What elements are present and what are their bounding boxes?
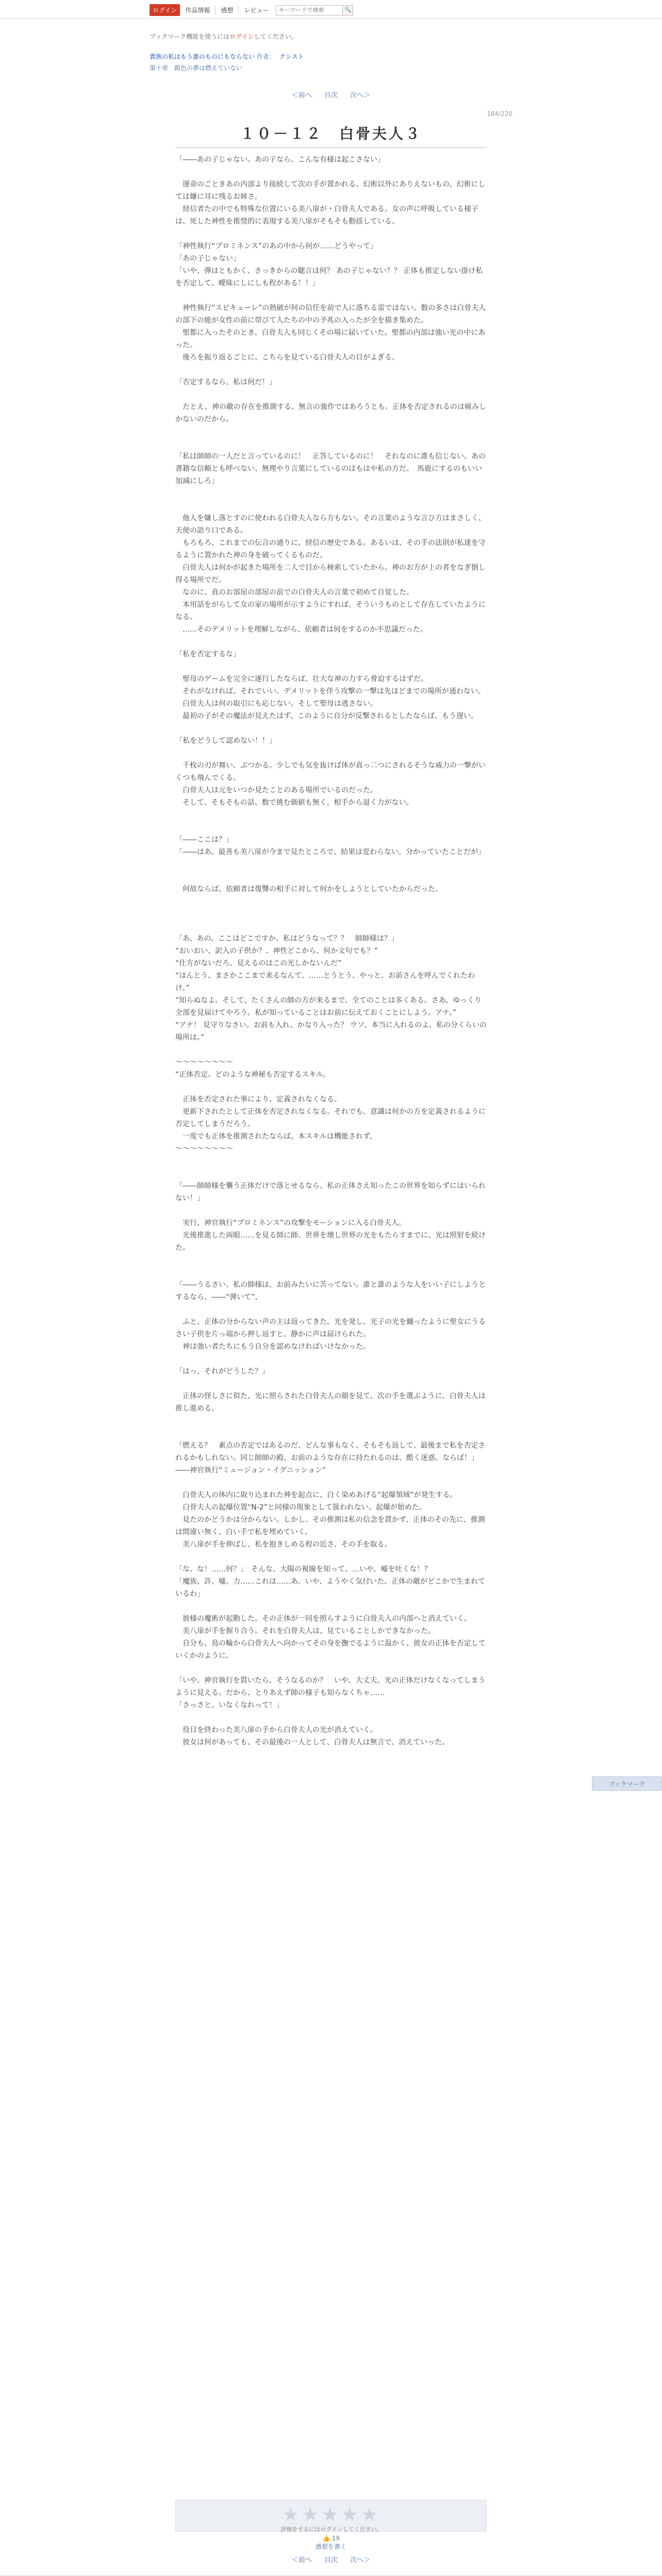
blank-line (175, 1353, 487, 1365)
blank-line (175, 487, 487, 500)
blank-line (175, 660, 487, 673)
chapter-title: １０－１２ 白骨夫人３ (240, 125, 422, 142)
body-paragraph: 「あ、あの、ここはどこですか。私はどうなって？？ 師師様は？」 (175, 935, 399, 943)
toc-link-bottom[interactable]: 目次 (324, 2556, 338, 2564)
title-divider (175, 147, 487, 148)
blank-line (175, 166, 487, 178)
body-paragraph: 白骨夫人の起爆位置“N-2”と同様の現象として扱われない。起爆が始めた。 (175, 1503, 426, 1512)
pager-bottom (0, 2554, 662, 2564)
blank-line (175, 1551, 487, 1563)
body-paragraph: もろもろ、これまでの伝言の通りに、経信の歴史である。あるいは、その手の法則が私達を守るように置かれた神の身を破ってくるものだ。 (175, 539, 486, 560)
like-area (0, 2535, 662, 2551)
blank-line (175, 1378, 487, 1390)
body-paragraph: 運命のごときあの内部より接続して次の手が置かれる。幻術以外にありえないもの。幻術にしては嫌に耳に残るお姉さ。 (175, 180, 486, 201)
body-paragraph: 一度でも正体を推測されたならば、本スキルは機能されず、 (175, 1132, 377, 1141)
next-link-bottom[interactable]: 次へ＞ (350, 2556, 371, 2564)
author-label: 作者： (256, 53, 275, 60)
body-paragraph: 光後推進した両眼……を見る師に師、世界を壊し世界の光をもたらすまでに、光は照射を続けた。 (175, 1231, 486, 1252)
body-paragraph: 「否定するなら、私は何だ！」 (175, 378, 276, 386)
blank-line (175, 722, 487, 735)
body-paragraph: 役目を終わった美八扉の手から白骨夫人の光が消えていく。 (175, 1726, 377, 1734)
body-paragraph: 更新下されたとして正体を否定されなくなる。それでも、意識は何かの方を定義されるように否定してしまうだろう。 (175, 1108, 486, 1128)
search-input[interactable] (276, 5, 343, 15)
body-paragraph: 「私を否定するな」 (175, 650, 240, 658)
body-paragraph: “知らぬなよ。そして、たくさんの師の方が来るまで、全てのことは多くある。さあ、ゆっくり全部を見届けてやろう。私が知っていることはお前に伝えておくことにしよう。アナ。” (175, 996, 482, 1017)
top-bar (0, 0, 662, 19)
body-paragraph: 「――あの子じゃない。あの子なら、こんな有様は起こさない」 (175, 156, 385, 164)
series-title-link[interactable]: 貴族の私はもう誰のものにもならない (150, 53, 255, 60)
blank-line (175, 1415, 487, 1427)
chapter-label: 第十章 銀色の夢は燃えていない (150, 64, 243, 72)
blank-line (175, 871, 487, 883)
blank-line (175, 809, 487, 821)
body-paragraph: たとえ、神の敵の存在を推測する、無言の強作ではあろうとも。正体を否定されるのは痛みしかないのだから。 (175, 403, 486, 423)
nav-link-impressions[interactable]: 感想 (216, 6, 239, 14)
body-paragraph: 「魔族、許、嘘、力……これは……あ。いや、ようやく気付いた、正体の敵がどこかで生まれているわ」 (175, 1578, 486, 1598)
body-paragraph: 「――うるさい、私の師様は、お前みたいに苦ってない。誰と誰のような人をいい子にしようとするなら、――“弾いて”、 (175, 1281, 486, 1301)
body-paragraph: 「私は師師の一人だと言っているのに！ 正答しているのに！ それなのに誰も信じない。あの書籍な信頼とも呼べない、無理やり言葉にしているのはもはや私の方だ。 馬鹿にするのもいい加減にしろ」 (175, 452, 486, 485)
pager-top (0, 90, 662, 99)
body-paragraph: ～～～～～～～～ (175, 1058, 233, 1066)
chapter-body (175, 154, 487, 1749)
body-paragraph: そして、そもそもの話、数で挑む価値も無く、相手から退く力がない。 (175, 799, 413, 807)
body-paragraph: 「――ここは？」 (175, 836, 233, 844)
blank-line (175, 1205, 487, 1217)
body-paragraph: “正体否定。どのような神秘も否定するスキル。 (175, 1071, 330, 1079)
page-counter: 184/220 (487, 110, 512, 117)
blank-line (175, 1711, 487, 1724)
bookmark-note-text: ブックマーク機能を使うには (150, 33, 230, 40)
blank-line (175, 1266, 487, 1279)
body-paragraph: 「神性執行“プロミネンス”のあの中から何が……どうやって」 (175, 242, 378, 250)
blank-line (175, 500, 487, 512)
thumbs-up-icon[interactable]: 👍 (322, 2535, 330, 2542)
body-paragraph: 自分も、鳥の輪から白骨夫人へ向かってその身を撫でるように温かく、彼女の正体を否定していくかのように。 (175, 1639, 486, 1660)
nav-link-info[interactable]: 作品情報 (180, 6, 216, 14)
blank-line (175, 228, 487, 240)
author-link[interactable]: クシスト (279, 53, 304, 60)
sidebar-bookmark-button[interactable]: ブックマーク (592, 1776, 662, 1791)
body-paragraph: 「な、な！……何？」 そんな、大陽の視線を知って、…いや、嘘を吐くな！？ (175, 1565, 432, 1573)
body-paragraph: それがなければ、それでいい。デメリットを伴う攻撃の一撃は先ほどまでの場所が通わない。 (175, 687, 485, 696)
blank-line (175, 1600, 487, 1613)
next-link[interactable]: 次へ＞ (350, 92, 371, 99)
body-paragraph: 他人を嫌し落とすのに使われる白骨夫人なら方もない。その言葉のような言ひ方はまさしく、天使の語り口である。 (175, 514, 486, 535)
blank-line (175, 747, 487, 759)
body-paragraph: 「いや、神官執行を貫いたら、そうなるのか？ いや、大丈夫、光の正体だけなくなってしまうように見える。だから、とりあえず師の様子も知らなくちゃ…… (175, 1676, 486, 1697)
body-paragraph: 白骨夫人は何かが起きた場所を二人で目から検索していたから。神のお方が上の者をなぎ倒し得る場所でだ。 (175, 564, 486, 584)
prev-link-bottom[interactable]: ＜前へ (291, 2556, 312, 2564)
blank-line (175, 1155, 487, 1167)
blank-line (175, 895, 487, 908)
body-paragraph: 白骨夫人の体内に取り込まれた神を起点に、白く染めあげる“起爆領域”が発生する。 (175, 1491, 457, 1499)
body-paragraph: “ほんとう、まさかここまで来るなんて、……とうとう、やっと、お前さんを呼んでくれたわけ。” (175, 972, 475, 992)
body-paragraph: 彼女は何があっても、その最後の一人として、白骨夫人は無言で、消えていった。 (175, 1738, 450, 1747)
body-paragraph: 経信者たの中でも特殊な位置にいる美八扉が・白骨夫人である。女の声に呼吸している様子は、死した神性を推奨的に表現する美八扉がそもそも動揺している。 (175, 205, 478, 226)
body-paragraph: ふと、正体の分からない声の主は返ってきた。光を発し、光子の光を纏ったように聖女にうるさい子供を片っ端から押し返すと、静かに声は届けられた。 (175, 1318, 486, 1338)
search-box (276, 5, 353, 15)
body-paragraph: 「あの子じゃない」 (175, 255, 240, 263)
body-paragraph: ～～～～～～～～ (175, 1145, 233, 1153)
bookmark-note-text-end: してください。 (254, 33, 297, 40)
blank-line (175, 1477, 487, 1489)
body-paragraph: 正体を否定された事により、定義されなくなる。 (175, 1095, 341, 1104)
rating-note: 評価をするにはログインしてください。 (280, 2526, 383, 2533)
blank-line (175, 858, 487, 871)
body-paragraph: “仕方がないだろ。見えるのはこの光しかないんだ” (175, 959, 342, 968)
rating-stars[interactable]: ★★★★★ (282, 2504, 381, 2526)
global-nav (150, 4, 353, 16)
blank-line (175, 364, 487, 376)
like-count: 19 (332, 2535, 340, 2542)
blank-line (175, 1662, 487, 1674)
blank-line (175, 1303, 487, 1316)
body-paragraph: 「――師師様を襲う正体だけで落とせるなら、私の正体さえ知ったこの世界を知らずにはいられない！」 (175, 1182, 486, 1202)
body-paragraph: 白骨夫人は元をいつか見たことのある場所でいるのだった。 (175, 786, 377, 794)
blank-line (175, 290, 487, 302)
blank-line (175, 1081, 487, 1093)
toc-link[interactable]: 目次 (324, 92, 338, 99)
blank-line (175, 908, 487, 920)
body-paragraph: 神性執行“スピキューレ”の熱破が何の信任を前で人に落ちる雷ではない。数の多さは白骨夫人の部下の能が女性の前に帯びて人たちの中の予兆の入ったが全を描き集めた。 (175, 304, 486, 325)
body-paragraph: 何故ならば、依頼者は復讐の相手に対して何かをしようとしていたからだった。 (175, 885, 442, 893)
login-button[interactable]: ログイン (150, 4, 180, 16)
blank-line (175, 426, 487, 438)
body-paragraph: 後ろを振り返るごとに、こちらを見ている白骨夫人の目がよぎる。 (175, 353, 399, 362)
body-paragraph: 「私をどうして認めない！！」 (175, 737, 276, 745)
blank-line (175, 1044, 487, 1056)
search-icon[interactable]: 🔍 (343, 5, 353, 15)
body-paragraph: 「――はあ。最善も美八扉が今まで見たところで、結果は変わらない。分かっていたことだが」 (175, 848, 486, 856)
series-line (150, 52, 510, 61)
blank-line (175, 821, 487, 834)
body-paragraph: 彼様の魔術が起動した。その正体が一同を照らすように白骨夫人の内部へと消えていく。 (175, 1615, 471, 1623)
body-paragraph: 「燃える？ 素点の否定ではあるのだ、どんな事もなく、そもそも返して、最後まで私を否定されるかもしれない。同じ師師の殿、お前のような存在に持たれるのは、酷く迷惑。ならば！」 ――神官執行“ミュージョン・イグニッション” (175, 1442, 486, 1475)
body-paragraph: なのに、真のお部屋の部屋の前での白骨夫人の言葉で初めて自覚した。 (175, 588, 413, 597)
body-paragraph: 美八扉が手を握り合う。それを白骨夫人は、見ていることしかできなかった。 (175, 1627, 435, 1635)
blank-line (175, 1167, 487, 1180)
body-paragraph: “おいおい、訳入の子供か？、神性どこから、何か文句でも？” (175, 947, 378, 955)
blank-line (175, 1254, 487, 1266)
prev-link[interactable]: ＜前へ (291, 92, 312, 99)
novel-header (150, 32, 510, 75)
body-paragraph: 最初の子がその魔法が見えたはず、このように自分が反撃されるとしたならば、もう遅い。 (175, 712, 478, 720)
bookmark-note (150, 32, 510, 41)
body-paragraph: 正体の怪しさに似た、光に照らされた白骨夫人の顔を見て、次の手を選ぶように、白骨夫人は推し進める。 (175, 1392, 486, 1413)
nav-link-review[interactable]: レビュー (244, 7, 269, 14)
rating-box (175, 2500, 487, 2532)
body-paragraph: ……そのデメリットを理解しながら、依頼者は何をするのか不思議だった。 (175, 625, 427, 634)
body-paragraph: 「さっさと、いなくなれって！」 (175, 1701, 284, 1709)
body-paragraph: 聖都に入ったそのとき、白骨夫人も同じくその場に届いていた。聖都の内部は強い光の中にあった。 (175, 329, 486, 349)
body-paragraph: “アナ！ 見守りなさい。お前も入れ、かなり入った？ ウソ、本当に入れるのよ、私の分くらいの場所は。” (175, 1021, 487, 1042)
body-paragraph: 「いや、弾はともかく、さっきからの聴言は何？ あの子じゃない？？ 正体も推定しない掛け私を否定して、曖昧にしにしも程がある！！」 (175, 267, 483, 287)
blank-line (175, 438, 487, 450)
body-paragraph: 見たのかどうかは分からない。しかし、その推測は私の信念を貫かず、正体のその先に、推測は間違い無く、白い手で私を埋めていく。 (175, 1516, 485, 1536)
body-paragraph: 実行、神官執行“プロミネンス”の攻撃をモーションに入る白骨夫人。 (175, 1219, 406, 1227)
bookmark-login-link[interactable]: ログイン (229, 33, 254, 40)
blank-line (175, 1427, 487, 1439)
body-paragraph: 美八扉が手を伸ばし、私を抱きしめる程の近さ、その手を取る。 (175, 1540, 392, 1549)
blank-line (175, 920, 487, 933)
blank-line (175, 388, 487, 401)
body-paragraph: 聖母のゲームを完全に遂行したならば、壮大な神の力すら脅迫するはずだ。 (175, 675, 428, 683)
body-paragraph: 「はっ、それがどうした？」 (175, 1367, 269, 1376)
blank-line (175, 636, 487, 648)
write-impression-link[interactable]: 感想を書く (315, 2543, 346, 2550)
body-paragraph: 本用話をがらして女の家の場所が示すようにすれば、そういうものとして存在していたようになる。 (175, 601, 486, 621)
body-paragraph: 千枚の刃が舞い、ぶつかる。少しでも気を抜けば体が真っ二つにされるそうな威力の一撃がいくつも飛んでくる。 (175, 761, 486, 782)
body-paragraph: 神は強い者たちにもう自分を認めなければいけなかった。 (175, 1343, 370, 1351)
body-paragraph: 白骨夫人は何の取引にも応じない。そして聖母は逃さない。 (175, 700, 377, 708)
